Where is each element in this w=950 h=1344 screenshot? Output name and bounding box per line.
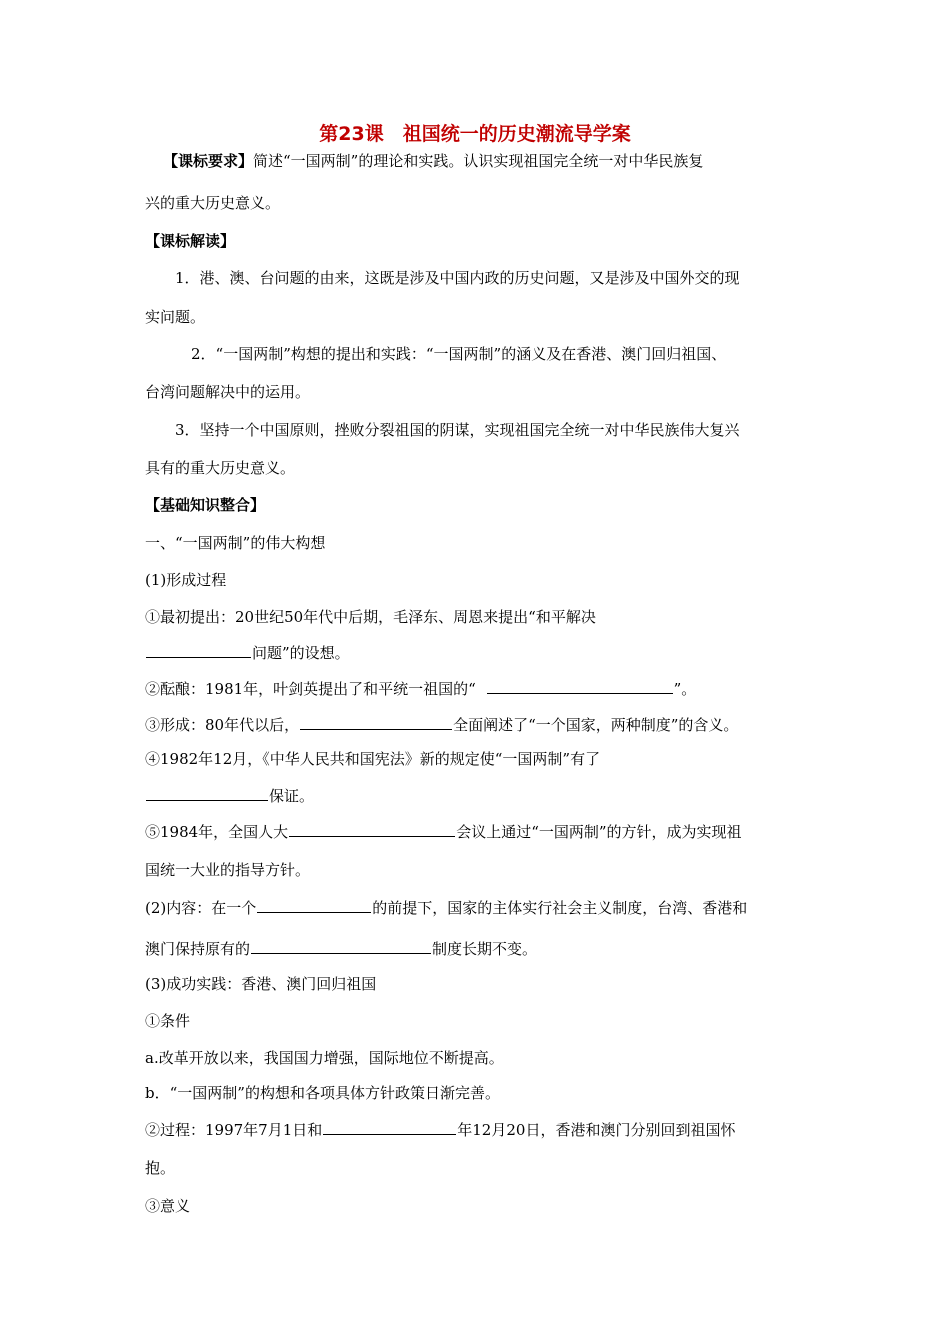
fill-blank[interactable]	[289, 820, 455, 837]
item-1-line-1: ①最初提出：20世纪50年代中后期，毛泽东、周恩来提出“和平解决	[145, 608, 596, 626]
interpretation-p2b: 台湾问题解决中的运用。	[145, 383, 311, 401]
item-3	[145, 713, 815, 736]
fill-blank[interactable]	[323, 1118, 456, 1135]
interpretation-p2a: 2．“一国两制”构想的提出和实践：“一国两制”的涵义及在香港、澳门回归祖国、	[191, 345, 727, 363]
condition-a: a.改革开放以来，我国国力增强，国际地位不断提高。	[145, 1049, 504, 1067]
basics-heading: 【基础知识整合】	[145, 496, 266, 514]
process-text-a: ②过程：1997年7月1日和	[145, 1121, 323, 1139]
item-1-text: 问题”的设想。	[252, 644, 350, 662]
item-3-text-b: 全面阐述了“一个国家，两种制度”的含义。	[453, 716, 739, 734]
item-4-line-2	[145, 784, 815, 807]
item-2-text-a: ②酝酿：1981年，叶剑英提出了和平统一祖国的“	[145, 680, 476, 698]
process-line-2: 抱。	[145, 1159, 176, 1177]
condition-b: b．“一国两制”的构想和各项具体方针政策日渐完善。	[145, 1084, 500, 1102]
content-text-d: 制度长期不变。	[432, 940, 538, 958]
item-3-text-a: ③形成：80年代以后，	[145, 716, 300, 734]
interpretation-p3a: 3．坚持一个中国原则，挫败分裂祖国的阴谋，实现祖国完全统一对中华民族伟大复兴	[175, 421, 740, 439]
item-4-line-1: ④1982年12月，《中华人民共和国宪法》新的规定使“一国两制”有了	[145, 750, 601, 768]
process-line-1	[145, 1118, 815, 1141]
fill-blank[interactable]	[146, 641, 251, 658]
item-2-text-b: ”。	[673, 680, 697, 698]
content-text-a: (2)内容：在一个	[145, 899, 257, 917]
interpretation-p3b: 具有的重大历史意义。	[145, 459, 296, 477]
standard-line-1	[163, 150, 833, 172]
section-1-heading: 一、“一国两制”的伟大构想	[145, 534, 326, 552]
interpretation-p1a: 1．港、澳、台问题的由来，这既是涉及中国内政的历史问题，又是涉及中国外交的现	[175, 269, 740, 287]
item-4-text: 保证。	[269, 787, 315, 805]
fill-blank[interactable]	[257, 896, 371, 913]
fill-blank[interactable]	[251, 937, 431, 954]
interpretation-heading: 【课标解读】	[145, 232, 236, 250]
item-1-line-2	[145, 641, 815, 664]
content-line-1	[145, 896, 815, 919]
fill-blank[interactable]	[300, 713, 452, 730]
subsection-practice: (3)成功实践：香港、澳门回归祖国	[145, 975, 377, 993]
standard-line-2: 兴的重大历史意义。	[145, 194, 281, 212]
subsection-formation: (1)形成过程	[145, 571, 227, 589]
conditions-heading: ①条件	[145, 1012, 191, 1030]
significance-heading: ③意义	[145, 1197, 191, 1215]
fill-blank[interactable]	[487, 677, 673, 694]
standard-label: 【课标要求】	[163, 152, 254, 170]
item-5-line-1	[145, 820, 815, 843]
item-5-text-a: ⑤1984年，全国人大	[145, 823, 289, 841]
content-text-c: 澳门保持原有的	[145, 940, 251, 958]
standard-text-1: 简述“一国两制”的理论和实践。认识实现祖国完全统一对中华民族复	[253, 152, 704, 170]
content-text-b: 的前提下，国家的主体实行社会主义制度，台湾、香港和	[372, 899, 748, 917]
interpretation-p1b: 实问题。	[145, 308, 206, 326]
item-2	[145, 677, 815, 700]
fill-blank[interactable]	[146, 784, 268, 801]
process-text-b: 年12月20日，香港和澳门分别回到祖国怀	[457, 1121, 736, 1139]
content-line-2	[145, 937, 815, 960]
item-5-text-b: 会议上通过“一国两制”的方针，成为实现祖	[456, 823, 742, 841]
item-5-line-2: 国统一大业的指导方针。	[145, 861, 311, 879]
page-title: 第23课 祖国统一的历史潮流导学案	[319, 123, 631, 145]
